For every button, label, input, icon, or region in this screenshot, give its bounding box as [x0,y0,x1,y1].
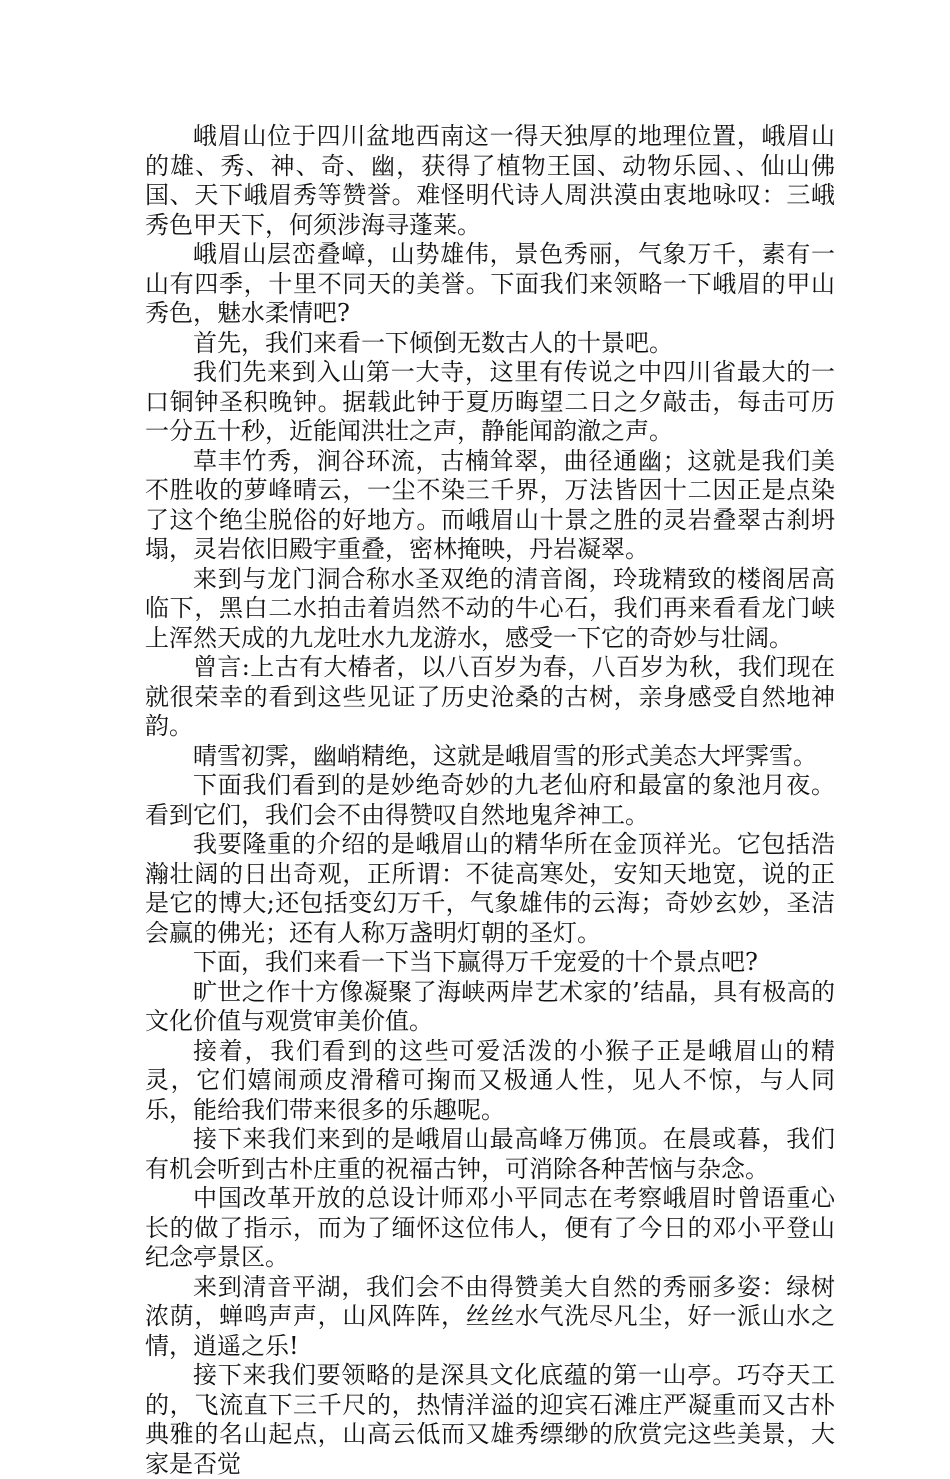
document-body [145,122,835,1479]
paragraph: 旷世之作十方像凝聚了海峡两岸艺术家的’结晶，具有极高的文化价值与观赏审美价值。 [145,977,835,1035]
paragraph: 来到清音平湖，我们会不由得赞美大自然的秀丽多姿：绿树浓荫，蝉鸣声声，山风阵阵，丝丝水气洗尽凡尘，好一派山水之情，逍遥之乐! [145,1272,835,1360]
paragraph: 接着，我们看到的这些可爱活泼的小猴子正是峨眉山的精灵，它们嬉闹顽皮滑稽可掬而又极通人性，见人不惊，与人同乐，能给我们带来很多的乐趣呢。 [145,1036,835,1124]
paragraph: 来到与龙门洞合称水圣双绝的清音阁，玲珑精致的楼阁居高临下，黑白二水拍击着岿然不动的牛心石，我们再来看看龙门峡上浑然天成的九龙吐水九龙游水，感受一下它的奇妙与壮阔。 [145,564,835,652]
paragraph: 我们先来到入山第一大寺，这里有传说之中四川省最大的一口铜钟圣积晚钟。据载此钟于夏历晦望二日之夕敲击，每击可历一分五十秒，近能闻洪壮之声，静能闻韵澈之声。 [145,358,835,445]
paragraph: 曾言:上古有大椿者，以八百岁为春，八百岁为秋，我们现在就很荣幸的看到这些见证了历史沧桑的古树，亲身感受自然地神韵。 [145,653,835,740]
paragraph: 峨眉山位于四川盆地西南这一得天独厚的地理位置，峨眉山的雄、秀、神、奇、幽，获得了植物王国、动物乐园、、仙山佛国、天下峨眉秀等赞誉。难怪明代诗人周洪漠由衷地咏叹：三峨秀色甲天下，何须涉海寻蓬莱。 [145,122,835,239]
paragraph: 下面，我们来看一下当下赢得万千宠爱的十个景点吧? [193,948,758,976]
paragraph: 接下来我们要领略的是深具文化底蕴的第一山亭。巧夺天工的，飞流直下三千尺的，热情洋溢的迎宾石滩庄严凝重而又古朴典雅的名山起点，山高云低而又雄秀缥缈的欣赏完这些美景，大家是否觉 [145,1361,835,1478]
paragraph: 晴雪初霁，幽峭精绝，这就是峨眉雪的形式美态大坪霁雪。 [193,741,817,770]
paragraph: 接下来我们来到的是峨眉山最高峰万佛顶。在晨或暮，我们有机会听到古朴庄重的祝福古钟，可消除各种苦恼与杂念。 [145,1125,835,1183]
paragraph: 峨眉山层峦叠嶂，山势雄伟，景色秀丽，气象万千，素有一山有四季，十里不同天的美誉。下面我们来领略一下峨眉的甲山秀色，魅水柔情吧? [145,240,835,327]
paragraph: 首先，我们来看一下倾倒无数古人的十景吧。 [193,328,673,357]
paragraph: 下面我们看到的是妙绝奇妙的九老仙府和最富的象池月夜。看到它们，我们会不由得赞叹自然地鬼斧神工。 [145,771,835,829]
paragraph: 草丰竹秀，涧谷环流，古楠耸翠，曲径通幽；这就是我们美不胜收的萝峰晴云，一尘不染三千界，万法皆因十二因正是点染了这个绝尘脱俗的好地方。而峨眉山十景之胜的灵岩叠翠古刹坍塌，灵岩依旧殿宇重叠，密林掩映，丹岩凝翠。 [145,446,835,563]
paragraph: 我要隆重的介绍的是峨眉山的精华所在金顶祥光。它包括浩瀚壮阔的日出奇观，正所谓：不徒高寒处，安知天地宽，说的正是它的博大;还包括变幻万千，气象雄伟的云海；奇妙玄妙，圣洁会赢的佛光；还有人称万盏明灯朝的圣灯。 [145,830,835,947]
paragraph: 中国改革开放的总设计师邓小平同志在考察峨眉时曾语重心长的做了指示，而为了缅怀这位伟人，便有了今日的邓小平登山纪念亭景区。 [145,1184,835,1271]
